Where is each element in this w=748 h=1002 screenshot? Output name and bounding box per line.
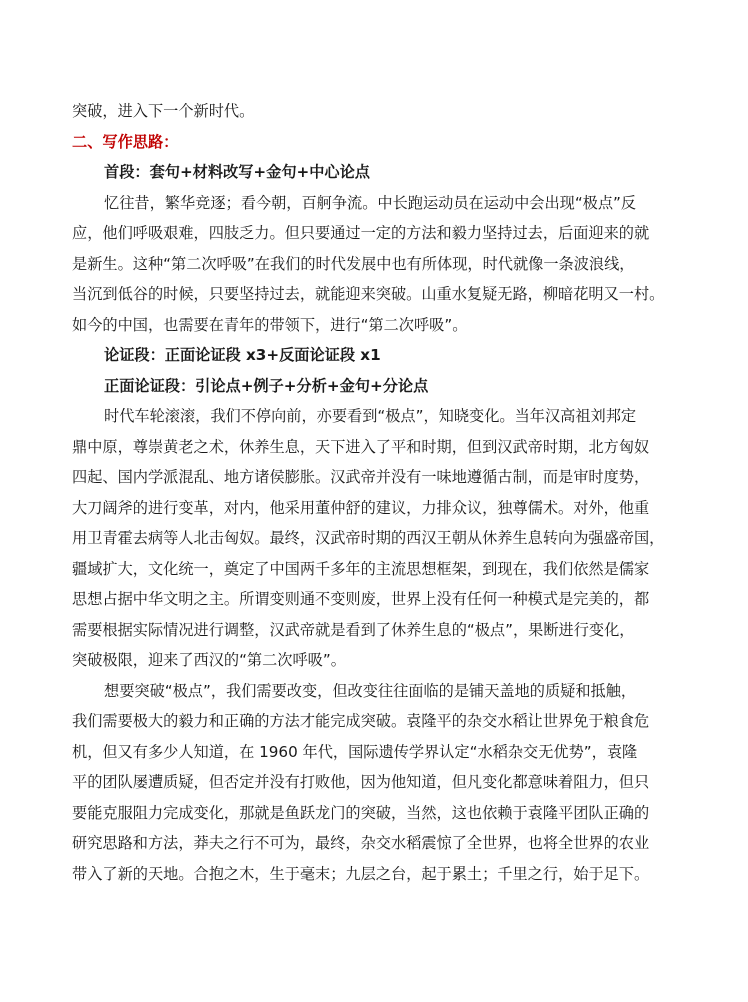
paragraph-line: 研究思路和方法，莽夫之行不可为，最终，杂交水稻震惊了全世界，也将全世界的农业 <box>72 834 650 852</box>
paragraph-line: 思想占据中华文明之主。所谓变则通不变则废，世界上没有任何一种模式是完美的，都 <box>72 590 650 608</box>
paragraph-line: 忆往昔，繁华竞逐；看今朝，百舸争流。中长跑运动员在运动中会出现“极点”反 <box>104 193 637 212</box>
subheading-argument: 论证段：正面论证段 x3+反面论证段 x1 <box>104 346 381 364</box>
paragraph-line: 当沉到低谷的时候，只要坚持过去，就能迎来突破。山重水复疑无路，柳暗花明又一村。 <box>72 285 665 303</box>
paragraph-line: 突破，进入下一个新时代。 <box>72 102 255 120</box>
paragraph-line: 应，他们呼吸艰难，四肢乏力。但只要通过一定的方法和毅力坚持过去，后面迎来的就 <box>72 224 650 242</box>
paragraph-line: 要能克服阻力完成变化，那就是鱼跃龙门的突破，当然，这也依赖于袁隆平团队正确的 <box>72 803 650 822</box>
paragraph-line: 疆域扩大，文化统一，奠定了中国两千多年的主流思想框架，到现在，我们依然是儒家 <box>72 559 650 578</box>
paragraph-line: 四起、国内学派混乱、地方诸侯膨胀。汉武帝并没有一味地遵循古制，而是审时度势， <box>72 468 650 486</box>
paragraph-line: 用卫青霍去病等人北击匈奴。最终，汉武帝时期的西汉王朝从休养生息转向为强盛帝国， <box>72 529 665 547</box>
paragraph-line: 想要突破“极点”，我们需要改变，但改变往往面临的是铺天盖地的质疑和抵触， <box>104 681 637 700</box>
subheading-positive: 正面论证段：引论点+例子+分析+金句+分论点 <box>104 376 429 395</box>
paragraph-line: 我们需要极大的毅力和正确的方法才能完成突破。袁隆平的杂交水稻让世界免于粮食危 <box>72 712 650 730</box>
paragraph-line: 如今的中国，也需要在青年的带领下，进行“第二次呼吸”。 <box>72 315 468 334</box>
paragraph-line: 机，但又有多少人知道，在 1960 年代，国际遗传学界认定“水稻杂交无优势”，袁隆 <box>72 742 638 761</box>
section-heading: 二、写作思路： <box>72 132 179 151</box>
paragraph-line: 需要根据实际情况进行调整，汉武帝就是看到了休养生息的“极点”，果断进行变化， <box>72 620 635 639</box>
paragraph-line: 带入了新的天地。合抱之木，生于毫末；九层之台，起于累土；千里之行，始于足下。 <box>72 864 650 883</box>
subheading-opening: 首段：套句+材料改写+金句+中心论点 <box>104 163 370 181</box>
paragraph-line: 大刀阔斧的进行变革，对内，他采用董仲舒的建议，力排众议，独尊儒术。对外，他重 <box>72 498 650 517</box>
paragraph-line: 时代车轮滚滚，我们不停向前，亦要看到“极点”，知晓变化。当年汉高祖刘邦定 <box>104 407 637 425</box>
paragraph-line: 鼎中原，尊崇黄老之术，休养生息，天下进入了平和时期，但到汉武帝时期，北方匈奴 <box>72 437 650 456</box>
paragraph-line: 突破极限，迎来了西汉的“第二次呼吸”。 <box>72 651 346 669</box>
paragraph-line: 是新生。这种“第二次呼吸”在我们的时代发展中也有所体现，时代就像一条波浪线， <box>72 254 635 273</box>
document-body <box>72 96 680 889</box>
paragraph-line: 平的团队屡遭质疑，但否定并没有打败他，因为他知道，但凡变化都意味着阻力，但只 <box>72 773 650 791</box>
